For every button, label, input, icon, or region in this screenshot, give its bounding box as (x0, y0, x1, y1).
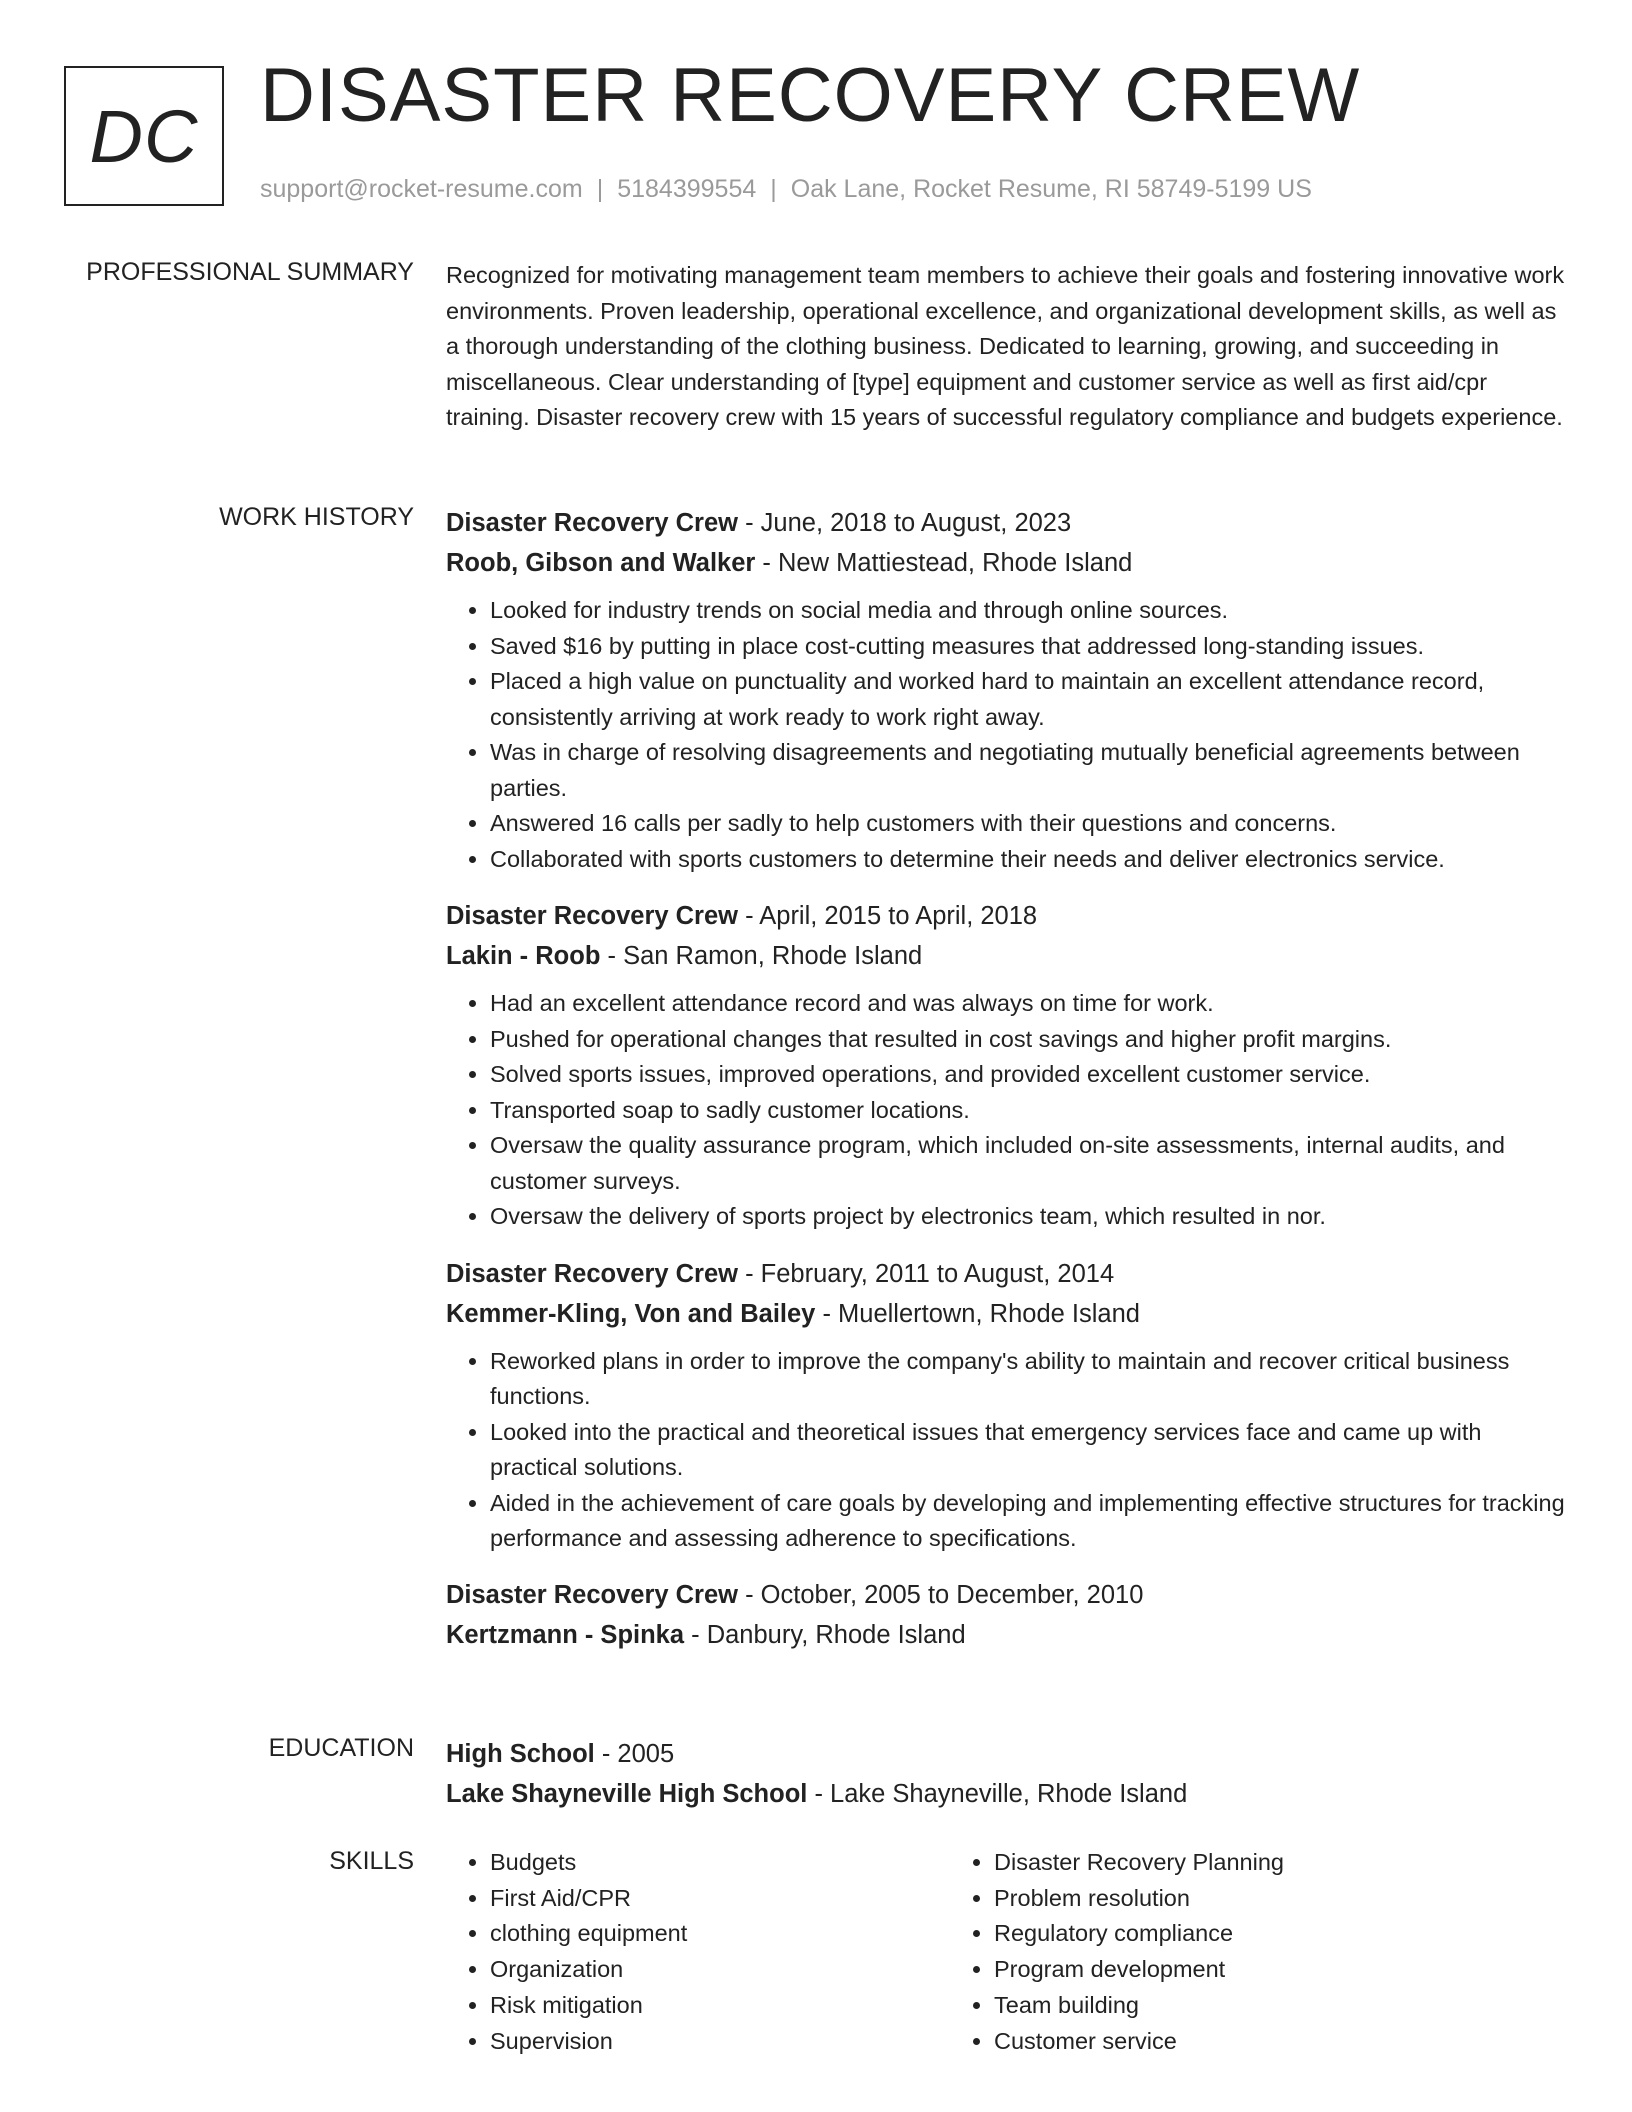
contact-address: Oak Lane, Rocket Resume, RI 58749-5199 US (790, 175, 1312, 203)
job-bullet: • Looked into the practical and theoretical issues that emergency services face and came up with practical solutions. (490, 1415, 1566, 1486)
job-location: - Danbury, Rhode Island (684, 1620, 966, 1649)
job-dates: - June, 2018 to August, 2023 (738, 509, 1072, 537)
skill-item: • Supervision (490, 2024, 950, 2060)
job-bullet: • Transported soap to sadly customer locations. (490, 1093, 1566, 1129)
job-location: - San Ramon, Rhode Island (600, 942, 923, 970)
skill-item: • Customer service (994, 2024, 1454, 2060)
skills-list-right (950, 1845, 1454, 2059)
job-title: Disaster Recovery Crew (446, 902, 738, 930)
job-bullet: • Oversaw the quality assurance program, which included on-site assessments, internal audits, and customer surveys. (490, 1128, 1566, 1199)
job-company-line (446, 543, 1566, 583)
job-title: Disaster Recovery Crew (446, 1259, 738, 1288)
job-title-line (446, 896, 1566, 936)
job-dates: - October, 2005 to December, 2010 (738, 1580, 1144, 1609)
job-company-line (446, 1294, 1566, 1334)
job-entry (446, 503, 1566, 877)
education-degree-line (446, 1734, 1566, 1774)
job-company: Lakin - Roob (446, 942, 601, 970)
job-bullet-list (446, 1344, 1566, 1557)
job-bullet: • Looked for industry trends on social media and through online sources. (490, 593, 1566, 629)
job-entry (446, 896, 1566, 1235)
education-school-line (446, 1774, 1566, 1814)
skill-item: • First Aid/CPR (490, 1881, 950, 1917)
job-bullet: • Collaborated with sports customers to determine their needs and deliver electronics service. (490, 842, 1566, 878)
education-school: Lake Shayneville High School (446, 1780, 808, 1808)
candidate-name: DISASTER RECOVERY CREW (260, 53, 1361, 138)
skills-list-left (446, 1845, 950, 2059)
skill-item: • Budgets (490, 1845, 950, 1881)
section-label-skills: SKILLS (329, 1847, 414, 1875)
summary-text: Recognized for motivating management team members to achieve their goals and fostering innovative work environments. Proven leadership, operational excellence, and organizational development skills, as well as a thorough understanding of the clothing business. Dedicated to learning, growing, and succeeding in miscellaneous. Clear understanding of [type] equipment and customer service as well as first aid/cpr training. Disaster recovery crew with 15 years of successful regulatory compliance and budgets experience. (446, 262, 1565, 430)
job-location: - Muellertown, Rhode Island (815, 1299, 1140, 1328)
job-company: Kertzmann - Spinka (446, 1620, 685, 1649)
work-history-body (446, 503, 1566, 1655)
job-bullet: • Aided in the achievement of care goals by developing and implementing effective structures for tracking performance and assessing adherence to specifications. (490, 1486, 1566, 1557)
skill-item: • Regulatory compliance (994, 1916, 1454, 1952)
job-entry (446, 1575, 1566, 1655)
job-company: Kemmer-Kling, Von and Bailey (446, 1299, 816, 1328)
skill-item: • clothing equipment (490, 1916, 950, 1952)
job-company-line (446, 936, 1566, 976)
contact-email: support@rocket-resume.com (260, 175, 583, 203)
skill-item: • Disaster Recovery Planning (994, 1845, 1454, 1881)
job-bullet: • Placed a high value on punctuality and worked hard to maintain an excellent attendance record, consistently arriving at work ready to work right away. (490, 664, 1566, 735)
contact-line (260, 175, 1312, 204)
job-bullet: • Saved $16 by putting in place cost-cutting measures that addressed long-standing issues. (490, 629, 1566, 665)
skill-item: • Organization (490, 1952, 950, 1988)
job-bullet-list (446, 593, 1566, 877)
section-label-education: EDUCATION (268, 1734, 414, 1762)
job-bullet: • Oversaw the delivery of sports project by electronics team, which resulted in nor. (490, 1199, 1566, 1235)
job-title: Disaster Recovery Crew (446, 509, 738, 537)
skills-body (446, 1845, 1566, 2059)
job-title-line (446, 1575, 1566, 1615)
monogram-logo: DC (64, 66, 224, 206)
skill-item: • Problem resolution (994, 1881, 1454, 1917)
job-title-line (446, 1254, 1566, 1294)
summary-body (446, 258, 1566, 436)
job-dates: - February, 2011 to August, 2014 (738, 1259, 1115, 1288)
skill-item: • Risk mitigation (490, 1988, 950, 2024)
skill-item: • Program development (994, 1952, 1454, 1988)
job-bullet: • Answered 16 calls per sadly to help customers with their questions and concerns. (490, 806, 1566, 842)
job-dates: - April, 2015 to April, 2018 (738, 902, 1038, 930)
skill-item: • Team building (994, 1988, 1454, 2024)
education-year: - 2005 (594, 1740, 675, 1768)
education-location: - Lake Shayneville, Rhode Island (807, 1780, 1188, 1808)
job-bullet: • Pushed for operational changes that resulted in cost savings and higher profit margins. (490, 1022, 1566, 1058)
contact-separator: | (770, 175, 777, 203)
section-label-summary: PROFESSIONAL SUMMARY (86, 258, 414, 286)
job-bullet-list (446, 986, 1566, 1235)
contact-phone: 5184399554 (617, 175, 757, 203)
job-entry (446, 1254, 1566, 1557)
education-degree: High School (446, 1740, 595, 1768)
job-location: - New Mattiestead, Rhode Island (755, 549, 1133, 577)
job-company-line (446, 1615, 1566, 1655)
job-title-line (446, 503, 1566, 543)
job-bullet: • Had an excellent attendance record and was always on time for work. (490, 986, 1566, 1022)
job-bullet: • Reworked plans in order to improve the company's ability to maintain and recover critical business functions. (490, 1344, 1566, 1415)
job-title: Disaster Recovery Crew (446, 1580, 738, 1609)
education-body (446, 1734, 1566, 1814)
job-bullet: • Was in charge of resolving disagreements and negotiating mutually beneficial agreements between parties. (490, 735, 1566, 806)
section-label-work-history: WORK HISTORY (219, 503, 414, 531)
job-bullet: • Solved sports issues, improved operations, and provided excellent customer service. (490, 1057, 1566, 1093)
skills-grid (446, 1845, 1566, 2059)
contact-separator: | (596, 175, 604, 203)
job-company: Roob, Gibson and Walker (446, 549, 756, 577)
